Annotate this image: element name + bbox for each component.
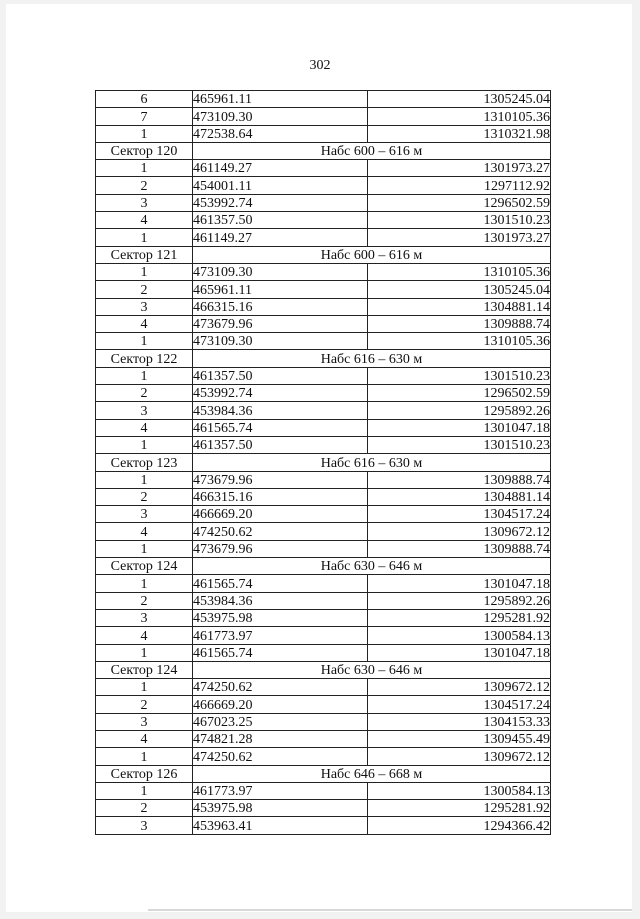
y-coordinate-cell: 1295281.92 [368,609,551,626]
x-coordinate-cell: 466315.16 [193,488,368,505]
coordinate-row [96,730,551,747]
coordinate-row [96,419,551,436]
coordinate-row [96,91,551,108]
point-number-cell: 3 [96,506,193,523]
y-coordinate-cell: 1309888.74 [368,315,551,332]
point-number-cell: 1 [96,160,193,177]
x-coordinate-cell: 461357.50 [193,212,368,229]
point-number-cell: 4 [96,419,193,436]
coordinate-row [96,609,551,626]
sector-header-row [96,246,551,263]
sector-label: Сектор 123 [96,454,193,471]
height-range-label: Набс 616 – 630 м [193,350,551,367]
point-number-cell: 1 [96,644,193,661]
x-coordinate-cell: 453992.74 [193,385,368,402]
y-coordinate-cell: 1301047.18 [368,575,551,592]
coordinate-row [96,523,551,540]
point-number-cell: 2 [96,281,193,298]
x-coordinate-cell: 474250.62 [193,748,368,765]
coordinate-row [96,315,551,332]
coordinate-row [96,679,551,696]
y-coordinate-cell: 1301973.27 [368,229,551,246]
x-coordinate-cell: 454001.11 [193,177,368,194]
y-coordinate-cell: 1297112.92 [368,177,551,194]
y-coordinate-cell: 1309455.49 [368,730,551,747]
point-number-cell: 1 [96,333,193,350]
x-coordinate-cell: 473109.30 [193,263,368,280]
point-number-cell: 1 [96,540,193,557]
point-number-cell: 1 [96,125,193,142]
y-coordinate-cell: 1300584.13 [368,782,551,799]
x-coordinate-cell: 453963.41 [193,817,368,834]
x-coordinate-cell: 461149.27 [193,160,368,177]
coordinate-row [96,194,551,211]
point-number-cell: 2 [96,488,193,505]
coordinate-row [96,160,551,177]
x-coordinate-cell: 461565.74 [193,575,368,592]
y-coordinate-cell: 1301047.18 [368,644,551,661]
coordinates-table-body [96,91,551,835]
point-number-cell: 2 [96,177,193,194]
coordinate-row [96,229,551,246]
x-coordinate-cell: 461565.74 [193,644,368,661]
point-number-cell: 1 [96,229,193,246]
y-coordinate-cell: 1294366.42 [368,817,551,834]
y-coordinate-cell: 1309888.74 [368,471,551,488]
coordinate-row [96,177,551,194]
x-coordinate-cell: 461357.50 [193,436,368,453]
x-coordinate-cell: 473679.96 [193,471,368,488]
y-coordinate-cell: 1304517.24 [368,506,551,523]
point-number-cell: 4 [96,523,193,540]
y-coordinate-cell: 1295892.26 [368,592,551,609]
sector-header-row [96,765,551,782]
point-number-cell: 4 [96,315,193,332]
x-coordinate-cell: 474250.62 [193,523,368,540]
x-coordinate-cell: 473109.30 [193,333,368,350]
sector-header-row [96,350,551,367]
coordinate-row [96,281,551,298]
y-coordinate-cell: 1304153.33 [368,713,551,730]
coordinate-row [96,817,551,834]
x-coordinate-cell: 474250.62 [193,679,368,696]
point-number-cell: 1 [96,575,193,592]
y-coordinate-cell: 1309672.12 [368,679,551,696]
y-coordinate-cell: 1305245.04 [368,91,551,108]
coordinate-row [96,800,551,817]
coordinate-row [96,471,551,488]
coordinate-row [96,540,551,557]
point-number-cell: 7 [96,108,193,125]
x-coordinate-cell: 461565.74 [193,419,368,436]
height-range-label: Набс 630 – 646 м [193,558,551,575]
height-range-label: Набс 616 – 630 м [193,454,551,471]
coordinate-row [96,402,551,419]
coordinate-row [96,125,551,142]
y-coordinate-cell: 1301510.23 [368,212,551,229]
coordinate-row [96,212,551,229]
x-coordinate-cell: 473679.96 [193,315,368,332]
coordinate-row [96,506,551,523]
y-coordinate-cell: 1296502.59 [368,194,551,211]
y-coordinate-cell: 1300584.13 [368,627,551,644]
point-number-cell: 1 [96,367,193,384]
y-coordinate-cell: 1301510.23 [368,367,551,384]
point-number-cell: 1 [96,782,193,799]
x-coordinate-cell: 461149.27 [193,229,368,246]
x-coordinate-cell: 466315.16 [193,298,368,315]
y-coordinate-cell: 1310105.36 [368,333,551,350]
sector-label: Сектор 124 [96,661,193,678]
y-coordinate-cell: 1310105.36 [368,108,551,125]
point-number-cell: 1 [96,471,193,488]
x-coordinate-cell: 473109.30 [193,108,368,125]
y-coordinate-cell: 1304517.24 [368,696,551,713]
point-number-cell: 2 [96,592,193,609]
x-coordinate-cell: 453984.36 [193,402,368,419]
point-number-cell: 3 [96,817,193,834]
coordinate-row [96,782,551,799]
point-number-cell: 3 [96,609,193,626]
x-coordinate-cell: 472538.64 [193,125,368,142]
coordinate-row [96,436,551,453]
point-number-cell: 4 [96,627,193,644]
y-coordinate-cell: 1301973.27 [368,160,551,177]
x-coordinate-cell: 465961.11 [193,281,368,298]
height-range-label: Набс 600 – 616 м [193,142,551,159]
sector-label: Сектор 124 [96,558,193,575]
coordinate-row [96,108,551,125]
y-coordinate-cell: 1309888.74 [368,540,551,557]
coordinate-row [96,696,551,713]
x-coordinate-cell: 473679.96 [193,540,368,557]
point-number-cell: 6 [96,91,193,108]
x-coordinate-cell: 465961.11 [193,91,368,108]
x-coordinate-cell: 461357.50 [193,367,368,384]
sector-header-row [96,142,551,159]
sector-label: Сектор 120 [96,142,193,159]
height-range-label: Набс 630 – 646 м [193,661,551,678]
x-coordinate-cell: 466669.20 [193,696,368,713]
coordinate-row [96,713,551,730]
y-coordinate-cell: 1304881.14 [368,298,551,315]
coordinate-row [96,575,551,592]
point-number-cell: 4 [96,212,193,229]
coordinate-row [96,263,551,280]
y-coordinate-cell: 1309672.12 [368,748,551,765]
x-coordinate-cell: 453992.74 [193,194,368,211]
point-number-cell: 3 [96,402,193,419]
height-range-label: Набс 600 – 616 м [193,246,551,263]
y-coordinate-cell: 1310105.36 [368,263,551,280]
point-number-cell: 2 [96,385,193,402]
point-number-cell: 3 [96,194,193,211]
point-number-cell: 2 [96,696,193,713]
sector-header-row [96,454,551,471]
coordinate-row [96,333,551,350]
scan-edge [148,909,632,911]
x-coordinate-cell: 461773.97 [193,782,368,799]
coordinate-row [96,644,551,661]
coordinate-row [96,367,551,384]
y-coordinate-cell: 1295281.92 [368,800,551,817]
x-coordinate-cell: 453975.98 [193,800,368,817]
point-number-cell: 1 [96,263,193,280]
x-coordinate-cell: 466669.20 [193,506,368,523]
point-number-cell: 3 [96,298,193,315]
coordinate-row [96,385,551,402]
x-coordinate-cell: 467023.25 [193,713,368,730]
y-coordinate-cell: 1296502.59 [368,385,551,402]
y-coordinate-cell: 1310321.98 [368,125,551,142]
point-number-cell: 2 [96,800,193,817]
point-number-cell: 1 [96,679,193,696]
sector-label: Сектор 122 [96,350,193,367]
sector-label: Сектор 126 [96,765,193,782]
y-coordinate-cell: 1309672.12 [368,523,551,540]
x-coordinate-cell: 474821.28 [193,730,368,747]
coordinate-row [96,592,551,609]
point-number-cell: 1 [96,748,193,765]
point-number-cell: 1 [96,436,193,453]
y-coordinate-cell: 1301047.18 [368,419,551,436]
coordinate-row [96,627,551,644]
point-number-cell: 3 [96,713,193,730]
sector-label: Сектор 121 [96,246,193,263]
sector-header-row [96,661,551,678]
coordinate-row [96,748,551,765]
x-coordinate-cell: 453984.36 [193,592,368,609]
y-coordinate-cell: 1295892.26 [368,402,551,419]
x-coordinate-cell: 461773.97 [193,627,368,644]
page-number: 302 [309,58,331,73]
sector-header-row [96,558,551,575]
x-coordinate-cell: 453975.98 [193,609,368,626]
y-coordinate-cell: 1304881.14 [368,488,551,505]
coordinate-row [96,488,551,505]
height-range-label: Набс 646 – 668 м [193,765,551,782]
coordinate-row [96,298,551,315]
point-number-cell: 4 [96,730,193,747]
y-coordinate-cell: 1305245.04 [368,281,551,298]
y-coordinate-cell: 1301510.23 [368,436,551,453]
coordinates-table [95,90,551,835]
